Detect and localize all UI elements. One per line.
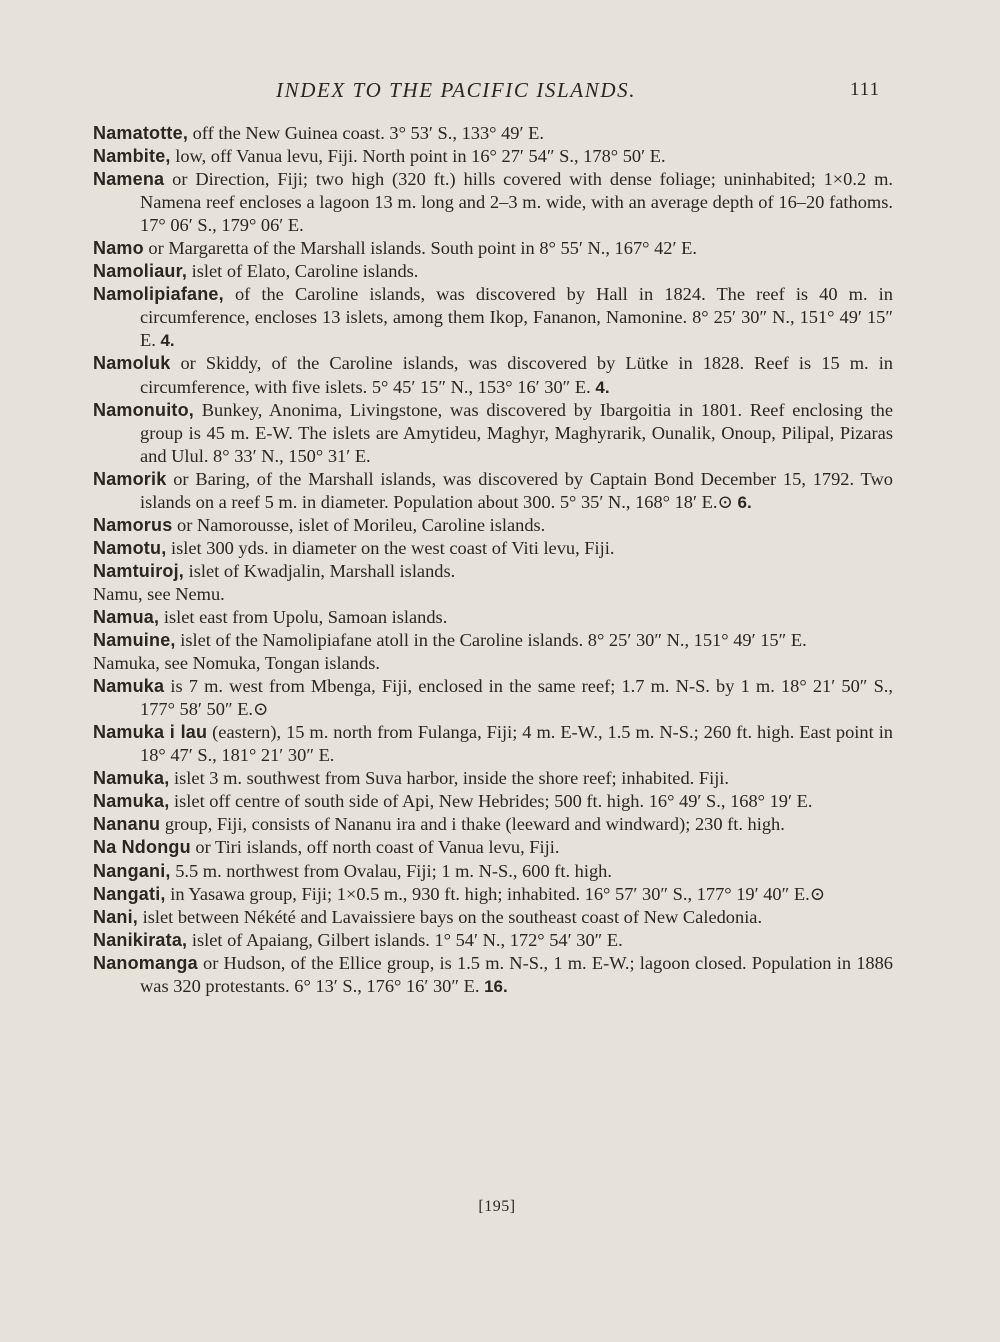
entry-description: Namu, see Nemu.: [93, 583, 225, 604]
index-entry: [93, 860, 893, 883]
entry-term: Namtuiroj,: [93, 560, 185, 581]
index-entry: [93, 952, 893, 998]
chart-reference: 6.: [737, 492, 752, 512]
signature-mark: [195]: [478, 1198, 516, 1215]
entry-description: islet of Kwadjalin, Marshall islands.: [184, 560, 456, 581]
index-entry: [93, 629, 893, 652]
index-entry: [93, 652, 893, 675]
page-footer: [0, 1198, 1000, 1216]
entry-term: Namolipiafane,: [93, 284, 224, 305]
entry-description: 5.5 m. northwest from Ovalau, Fiji; 1 m. N-S., 600 ft. high.: [170, 860, 612, 881]
entry-description: in Yasawa group, Fiji; 1×0.5 m., 930 ft. high; inhabited. 16° 57′ 30″ S., 177° 19′ 40″ E.⊙: [165, 883, 826, 904]
index-entry: [93, 675, 893, 721]
entry-term: Namuka: [93, 676, 165, 697]
entry-description: or Direction, Fiji; two high (320 ft.) hills covered with dense foliage; uninhabited; 1×0.2 m. Namena reef encloses a lagoon 13 m. long and 2–3 m. wide, with an average depth of 16–20 fathoms. 17° 06′ S., 179° 06′ E.: [140, 169, 893, 236]
entry-term: Namorus: [93, 514, 173, 535]
index-entry: [93, 767, 893, 790]
entry-description: islet between Nékété and Lavaissiere bays on the southeast coast of New Caledonia.: [138, 906, 763, 927]
running-title: INDEX TO THE PACIFIC ISLANDS.: [276, 78, 637, 102]
entry-term: Namuka i lau: [93, 722, 208, 743]
index-entry: [93, 283, 893, 352]
entry-term: Namuka,: [93, 791, 170, 812]
chart-reference: 16.: [484, 976, 508, 996]
index-entry: [93, 352, 893, 398]
entry-term: Nambite,: [93, 146, 171, 167]
entry-term: Namorik: [93, 468, 167, 489]
index-entry: [93, 583, 893, 606]
index-entry: [93, 514, 893, 537]
entry-description: islet of Elato, Caroline islands.: [187, 261, 419, 282]
index-entry: [93, 560, 893, 583]
index-entry: [93, 260, 893, 283]
entry-term: Namo: [93, 238, 144, 259]
index-entry: [93, 721, 893, 767]
entry-description: or Baring, of the Marshall islands, was discovered by Captain Bond December 15, 1792. Two islands on a reef 5 m. in diameter. Population about 300. 5° 35′ N., 168° 18′ E.⊙: [140, 468, 893, 512]
entry-term: Namua,: [93, 606, 160, 627]
entry-description: (eastern), 15 m. north from Fulanga, Fiji; 4 m. E-W., 1.5 m. N-S.; 260 ft. high. East point in 18° 47′ S., 181° 21′ 30″ E.: [140, 722, 893, 766]
index-entry: [93, 468, 893, 514]
entry-description: or Namorousse, islet of Morileu, Caroline islands.: [172, 514, 546, 535]
index-entries: [93, 122, 893, 998]
entry-term: Nanikirata,: [93, 929, 188, 950]
entry-description: islet east from Upolu, Samoan islands.: [159, 606, 448, 627]
entry-term: Nani,: [93, 906, 139, 927]
entry-term: Namuine,: [93, 630, 176, 651]
entry-term: Nangani,: [93, 860, 171, 881]
entry-term: Nangati,: [93, 883, 166, 904]
entry-description: or Tiri islands, off north coast of Vanua levu, Fiji.: [190, 837, 560, 858]
entry-description: group, Fiji, consists of Nananu ira and i thake (leeward and windward); 230 ft. high.: [160, 814, 785, 835]
entry-description: or Hudson, of the Ellice group, is 1.5 m. N-S., 1 m. E-W.; lagoon closed. Population in 1886 was 320 protestants. 6° 13′ S., 176° 16′ 30″ E.: [140, 952, 893, 996]
entry-description: islet of the Namolipiafane atoll in the Caroline islands. 8° 25′ 30″ N., 151° 49′ 15″ E.: [175, 630, 807, 651]
chart-reference: 4.: [160, 331, 175, 351]
entry-description: off the New Guinea coast. 3° 53′ S., 133° 49′ E.: [188, 123, 544, 143]
index-entry: [93, 790, 893, 813]
entry-term: Namotu,: [93, 537, 167, 558]
index-entry: [93, 168, 893, 237]
index-entry: [93, 929, 893, 952]
index-entry: [93, 399, 893, 468]
entry-description: low, off Vanua levu, Fiji. North point in 16° 27′ 54″ S., 178° 50′ E.: [170, 146, 666, 167]
entry-description: islet of Apaiang, Gilbert islands. 1° 54′ N., 172° 54′ 30″ E.: [187, 929, 623, 950]
entry-term: Namena: [93, 169, 165, 190]
entry-term: Namonuito,: [93, 399, 194, 420]
entry-description: Namuka, see Nomuka, Tongan islands.: [93, 653, 380, 674]
index-entry: [93, 883, 893, 906]
index-entry: [93, 906, 893, 929]
index-entry: [93, 537, 893, 560]
entry-term: Nananu: [93, 814, 161, 835]
index-entry: [93, 606, 893, 629]
entry-description: of the Caroline islands, was discovered by Hall in 1824. The reef is 40 m. in circumference, encloses 13 islets, among them Ikop, Fananon, Namonine. 8° 25′ 30″ N., 151° 49′ 15″ E.: [140, 284, 893, 351]
index-entry: [93, 813, 893, 836]
entry-description: islet 3 m. southwest from Suva harbor, inside the shore reef; inhabited. Fiji.: [169, 768, 730, 789]
entry-description: or Skiddy, of the Caroline islands, was discovered by Lütke in 1828. Reef is 15 m. in circumference, with five islets. 5° 45′ 15″ N., 153° 16′ 30″ E.: [140, 353, 893, 397]
entry-term: Namoliaur,: [93, 261, 188, 282]
index-entry: [93, 836, 893, 859]
page-number: 111: [850, 79, 881, 100]
page-header: [0, 78, 1000, 108]
entry-description: is 7 m. west from Mbenga, Fiji, enclosed in the same reef; 1.7 m. N-S. by 1 m. 18° 21′ 50″ S., 177° 58′ 50″ E.⊙: [140, 676, 893, 720]
entry-term: Na Ndongu: [93, 837, 191, 858]
entry-description: Bunkey, Anonima, Livingstone, was discovered by Ibargoitia in 1801. Reef enclosing the group is 45 m. E-W. The islets are Amytideu, Maghyr, Maghyrarik, Ounalik, Onoup, Pilipal, Pizaras and Ulul. 8° 33′ N., 150° 31′ E.: [140, 399, 893, 466]
entry-description: islet 300 yds. in diameter on the west coast of Viti levu, Fiji.: [166, 537, 615, 558]
entry-term: Nanomanga: [93, 952, 198, 973]
entry-description: or Margaretta of the Marshall islands. South point in 8° 55′ N., 167° 42′ E.: [143, 238, 697, 259]
entry-term: Namoluk: [93, 353, 171, 374]
entry-term: Namuka,: [93, 768, 170, 789]
index-entry: [93, 237, 893, 260]
chart-reference: 4.: [595, 377, 610, 397]
entry-term: Namatotte,: [93, 123, 189, 143]
entry-description: islet off centre of south side of Api, New Hebrides; 500 ft. high. 16° 49′ S., 168° 19′ E.: [169, 791, 813, 812]
index-entry: [93, 145, 893, 168]
index-entry: [93, 122, 893, 145]
